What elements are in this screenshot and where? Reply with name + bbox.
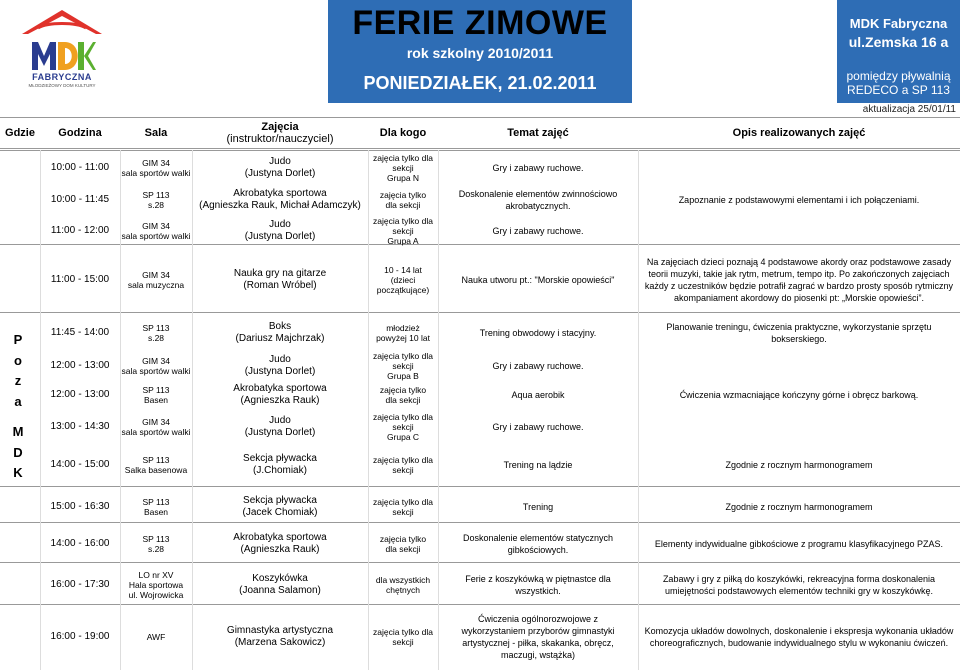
- side-letter: M: [12, 424, 24, 439]
- row-time: [40, 444, 120, 486]
- logo-name: FABRYCZNA: [32, 72, 92, 82]
- kogo-line: młodzież: [386, 323, 420, 333]
- kogo-line: początkujące): [376, 285, 430, 295]
- row-divider: [0, 486, 960, 487]
- row-zajecia: [192, 352, 368, 380]
- row-opis: [644, 352, 954, 380]
- sala-line: Basen: [143, 507, 169, 517]
- zajecia-instructor: (Justyna Dorlet): [244, 427, 316, 438]
- kogo-line: sekcji: [392, 422, 414, 432]
- sala-line: Salka basenowa: [124, 465, 188, 475]
- time-value: 12:00 - 13:00: [50, 360, 110, 371]
- row-opis: [644, 410, 954, 444]
- column-divider: [438, 150, 439, 670]
- sala-line: ul. Wojrowicka: [128, 590, 184, 600]
- row-time: [40, 410, 120, 444]
- kogo-line: Grupa B: [387, 371, 419, 381]
- row-sala: [120, 246, 192, 314]
- kogo-line: dla wszystkich: [375, 575, 431, 585]
- row-temat: [448, 606, 628, 668]
- col-zajecia: [192, 118, 368, 148]
- row-opis: [644, 184, 954, 216]
- row-sala: [120, 152, 192, 184]
- row-dla-kogo: [368, 444, 438, 486]
- zajecia-instructor: (J.Chomiak): [253, 465, 307, 476]
- sala-line: sala muzyczna: [127, 280, 185, 290]
- row-zajecia: [192, 606, 368, 668]
- temat-text: Trening na lądzie: [503, 460, 573, 470]
- row-opis: [644, 606, 954, 668]
- row-temat: [448, 564, 628, 606]
- sala-line: GIM 34: [142, 417, 170, 427]
- row-sala: [120, 380, 192, 410]
- row-zajecia: [192, 152, 368, 184]
- row-sala: [120, 352, 192, 380]
- row-sala: [120, 488, 192, 526]
- col-godzina: Godzina: [58, 127, 102, 139]
- kogo-line: Grupa C: [386, 432, 420, 442]
- time-value: 14:00 - 16:00: [50, 538, 110, 549]
- row-zajecia: [192, 314, 368, 352]
- opis-text: Ćwiczenia wzmacniające kończyny górne i obręcz barkową.: [679, 390, 919, 400]
- zajecia-instructor: (Justyna Dorlet): [244, 231, 316, 242]
- kogo-line: sekcji: [392, 465, 414, 475]
- zajecia-instructor: (Justyna Dorlet): [244, 168, 316, 179]
- row-sala: [120, 606, 192, 668]
- location-line-1: pomiędzy pływalnią: [846, 69, 951, 83]
- kogo-line: sekcji: [392, 163, 414, 173]
- row-temat: [448, 314, 628, 352]
- row-time: [40, 606, 120, 668]
- time-value: 11:45 - 14:00: [50, 327, 110, 338]
- sala-line: GIM 34: [142, 221, 170, 231]
- kogo-line: 10 - 14 lat: [384, 265, 422, 275]
- temat-text: Gry i zabawy ruchowe.: [492, 226, 584, 236]
- opis-text: Zgodnie z rocznym harmonogramem: [725, 460, 873, 470]
- column-divider: [368, 150, 369, 670]
- zajecia-name: Sekcja pływacka: [243, 495, 317, 506]
- row-time: [40, 152, 120, 184]
- mdk-logo: [18, 8, 106, 88]
- row-zajecia: [192, 184, 368, 216]
- time-value: 15:00 - 16:30: [50, 501, 110, 512]
- col-temat: Temat zajęć: [507, 127, 569, 139]
- zajecia-name: Akrobatyka sportowa: [233, 188, 327, 199]
- time-value: 13:00 - 14:30: [50, 421, 110, 432]
- row-dla-kogo: [368, 352, 438, 380]
- row-zajecia: [192, 488, 368, 526]
- row-opis: [644, 564, 954, 606]
- org-address: ul.Zemska 16 a: [848, 34, 949, 50]
- row-divider: [0, 150, 960, 151]
- sala-line: sala sportów walki: [121, 231, 191, 241]
- kogo-line: powyżej 10 lat: [376, 333, 430, 343]
- row-dla-kogo: [368, 410, 438, 444]
- row-time: [40, 524, 120, 564]
- kogo-line: sekcji: [392, 637, 414, 647]
- location-line-2: REDECO a SP 113: [847, 83, 950, 97]
- zajecia-instructor: (Justyna Dorlet): [244, 366, 316, 377]
- kogo-line: zajęcia tylko dla: [372, 455, 433, 465]
- col-opis: Opis realizowanych zajęć: [732, 127, 866, 139]
- side-letter: P: [13, 332, 23, 347]
- kogo-line: dla sekcji: [385, 544, 421, 554]
- kogo-line: zajęcia tylko: [379, 190, 427, 200]
- sala-line: GIM 34: [142, 158, 170, 168]
- kogo-line: zajęcia tylko dla: [372, 497, 433, 507]
- row-opis: [644, 246, 954, 314]
- row-opis: [644, 314, 954, 352]
- zajecia-instructor: (Roman Wróbel): [243, 280, 317, 291]
- kogo-line: chętnych: [385, 585, 421, 595]
- row-time: [40, 314, 120, 352]
- row-sala: [120, 314, 192, 352]
- zajecia-instructor: (Marzena Sakowicz): [234, 637, 326, 648]
- opis-text: Na zajęciach dzieci poznają 4 podstawowe akordy oraz podstawowe zasady teorii muzyki, takie jak rytm, metrum, tempo itp. Po zakończonych zajęciach każdy z uczestników będzie potrafił zagrać w bardzo prosty sposób rytmiczny akompaniament akordowy do piosenki pt: „Morskie opowieści”.: [644, 257, 954, 303]
- row-time: [40, 246, 120, 314]
- kogo-line: zajęcia tylko dla: [372, 153, 433, 163]
- kogo-line: sekcji: [392, 507, 414, 517]
- row-sala: [120, 444, 192, 486]
- kogo-line: zajęcia tylko: [379, 534, 427, 544]
- kogo-line: dla sekcji: [385, 200, 421, 210]
- zajecia-name: Koszykówka: [252, 573, 308, 584]
- row-temat: [448, 380, 628, 410]
- zajecia-name: Judo: [269, 415, 291, 426]
- kogo-line: sekcji: [392, 361, 414, 371]
- kogo-line: dla sekcji: [385, 395, 421, 405]
- row-opis: [644, 216, 954, 246]
- kogo-line: zajęcia tylko: [379, 385, 427, 395]
- side-spacer: [10, 412, 26, 422]
- org-name: MDK Fabryczna: [849, 16, 948, 31]
- school-year: rok szkolny 2010/2011: [406, 45, 554, 61]
- col-dla-kogo: Dla kogo: [379, 127, 427, 139]
- col-zajecia-label: Zajęcia: [261, 121, 299, 133]
- col-gdzie: Gdzie: [5, 127, 35, 139]
- temat-text: Gry i zabawy ruchowe.: [492, 422, 584, 432]
- row-temat: [448, 410, 628, 444]
- zajecia-name: Sekcja pływacka: [243, 453, 317, 464]
- side-label-poza-mdk: [10, 330, 26, 484]
- kogo-line: Grupa A: [387, 236, 419, 246]
- sala-line: s.28: [147, 333, 165, 343]
- sala-line: SP 113: [142, 323, 170, 333]
- temat-text: Doskonalenie elementów statycznych gibkościowych.: [462, 533, 614, 555]
- column-divider: [638, 150, 639, 670]
- side-letter: z: [14, 373, 22, 388]
- row-opis: [644, 444, 954, 486]
- temat-text: Trening: [522, 502, 554, 512]
- sala-line: Hala sportowa: [128, 580, 184, 590]
- row-zajecia: [192, 216, 368, 246]
- opis-text: Zabawy i gry z piłką do koszykówki, rekreacyjna forma doskonalenia umiejętności podstawowych elementów techniki gry w koszykówkę.: [662, 574, 936, 596]
- row-dla-kogo: [368, 184, 438, 216]
- row-dla-kogo: [368, 152, 438, 184]
- sala-line: sala sportów walki: [121, 168, 191, 178]
- row-dla-kogo: [368, 606, 438, 668]
- temat-text: Gry i zabawy ruchowe.: [492, 361, 584, 371]
- sala-line: SP 113: [142, 534, 170, 544]
- row-dla-kogo: [368, 564, 438, 606]
- row-dla-kogo: [368, 380, 438, 410]
- zajecia-name: Judo: [269, 156, 291, 167]
- row-temat: [448, 352, 628, 380]
- row-temat: [448, 444, 628, 486]
- row-dla-kogo: [368, 246, 438, 314]
- row-opis: [644, 152, 954, 184]
- kogo-line: zajęcia tylko dla: [372, 216, 433, 226]
- row-dla-kogo: [368, 488, 438, 526]
- time-value: 11:00 - 15:00: [50, 274, 110, 285]
- opis-text: Planowanie treningu, ćwiczenia praktyczne, wykorzystanie sprzętu bokserskiego.: [666, 322, 932, 344]
- house-roof-icon: [18, 8, 106, 38]
- time-value: 10:00 - 11:00: [50, 162, 110, 173]
- temat-text: Ćwiczenia ogólnorozwojowe z wykorzystaniem przyborów gimnastyki artystycznej - piłka, skakanka, obręcz, maczugi, wstążka): [461, 614, 615, 660]
- time-value: 10:00 - 11:45: [50, 194, 110, 205]
- row-time: [40, 184, 120, 216]
- temat-text: Ferie z koszykówką w piętnastce dla wszystkich.: [465, 574, 611, 596]
- sala-line: s.28: [147, 544, 165, 554]
- sala-line: s.28: [147, 200, 165, 210]
- row-time: [40, 488, 120, 526]
- kogo-line: (dzieci: [390, 275, 416, 285]
- side-letter: o: [14, 352, 22, 368]
- column-divider: [120, 150, 121, 670]
- time-value: 14:00 - 15:00: [50, 459, 110, 470]
- column-divider: [40, 150, 41, 670]
- zajecia-name: Nauka gry na gitarze: [233, 268, 327, 279]
- side-letter: K: [13, 465, 23, 480]
- row-temat: [448, 488, 628, 526]
- col-sala: Sala: [144, 127, 168, 139]
- zajecia-instructor: (Agnieszka Rauk): [240, 395, 320, 406]
- zajecia-instructor: (Agnieszka Rauk): [240, 544, 320, 555]
- row-sala: [120, 524, 192, 564]
- sala-line: LO nr XV: [138, 570, 174, 580]
- time-value: 11:00 - 12:00: [50, 225, 110, 236]
- zajecia-instructor: (Agnieszka Rauk, Michał Adamczyk): [199, 200, 361, 211]
- row-zajecia: [192, 410, 368, 444]
- kogo-line: sekcji: [392, 226, 414, 236]
- col-zajecia-sub: (instruktor/nauczyciel): [226, 133, 334, 145]
- time-value: 16:00 - 17:30: [50, 579, 110, 590]
- sala-line: SP 113: [142, 385, 170, 395]
- row-time: [40, 380, 120, 410]
- opis-text: Zapoznanie z podstawowymi elementami i ich połączeniami.: [678, 195, 920, 205]
- mdk-letters-icon: [30, 38, 96, 72]
- row-temat: [448, 216, 628, 246]
- row-zajecia: [192, 564, 368, 606]
- row-time: [40, 352, 120, 380]
- sala-line: Basen: [143, 395, 169, 405]
- day-label: PONIEDZIAŁEK, 21.02.2011: [363, 73, 597, 93]
- row-opis: [644, 488, 954, 526]
- row-zajecia: [192, 444, 368, 486]
- zajecia-instructor: (Joanna Salamon): [239, 585, 321, 596]
- zajecia-name: Judo: [269, 219, 291, 230]
- kogo-line: Grupa N: [386, 173, 420, 183]
- page-title: FERIE ZIMOWE: [352, 4, 608, 42]
- side-letter: D: [13, 444, 23, 460]
- column-divider: [192, 150, 193, 670]
- opis-text: Elementy indywidualne gibkościowe z programu klasyfikacyjnego PZAS.: [654, 539, 944, 549]
- row-temat: [448, 524, 628, 564]
- opis-text: Komozycja układów dowolnych, doskonalenie i ekspresja wykonania układów choreograficznych, budowanie indywidualnego stylu w wykonaniu ćwiczeń.: [644, 626, 954, 648]
- table-header: [0, 117, 960, 149]
- temat-text: Doskonalenie elementów zwinnościowo akrobatycznych.: [458, 189, 618, 211]
- zajecia-name: Akrobatyka sportowa: [233, 383, 327, 394]
- logo-subtitle: MŁODZIEŻOWY DOM KULTURY: [28, 83, 96, 88]
- sala-line: GIM 34: [142, 270, 170, 280]
- row-sala: [120, 564, 192, 606]
- row-dla-kogo: [368, 314, 438, 352]
- zajecia-name: Judo: [269, 354, 291, 365]
- update-date: aktualizacja 25/01/11: [862, 104, 956, 115]
- temat-text: Trening obwodowy i stacyjny.: [479, 328, 597, 338]
- side-letter: a: [14, 393, 22, 409]
- row-temat: [448, 184, 628, 216]
- temat-text: Nauka utworu pt.: "Morskie opowieści": [461, 275, 615, 285]
- zajecia-instructor: (Jacek Chomiak): [242, 507, 318, 518]
- sala-line: sala sportów walki: [121, 427, 191, 437]
- row-temat: [448, 246, 628, 314]
- zajecia-name: Akrobatyka sportowa: [233, 532, 327, 543]
- opis-text: Zgodnie z rocznym harmonogramem: [725, 502, 873, 512]
- sala-line: GIM 34: [142, 356, 170, 366]
- row-sala: [120, 410, 192, 444]
- row-opis: [644, 380, 954, 410]
- row-zajecia: [192, 246, 368, 314]
- row-dla-kogo: [368, 524, 438, 564]
- row-temat: [448, 152, 628, 184]
- time-value: 12:00 - 13:00: [50, 389, 110, 400]
- sala-line: SP 113: [142, 455, 170, 465]
- row-sala: [120, 184, 192, 216]
- row-dla-kogo: [368, 216, 438, 246]
- row-zajecia: [192, 380, 368, 410]
- zajecia-name: Boks: [268, 321, 292, 332]
- time-value: 16:00 - 19:00: [50, 631, 110, 642]
- kogo-line: zajęcia tylko dla: [372, 351, 433, 361]
- row-zajecia: [192, 524, 368, 564]
- row-sala: [120, 216, 192, 246]
- row-opis: [644, 524, 954, 564]
- zajecia-instructor: (Dariusz Majchrzak): [235, 333, 325, 344]
- kogo-line: zajęcia tylko dla: [372, 412, 433, 422]
- temat-text: Aqua aerobik: [511, 390, 565, 400]
- sala-line: sala sportów walki: [121, 366, 191, 376]
- sala-line: SP 113: [142, 190, 170, 200]
- row-time: [40, 564, 120, 606]
- temat-text: Gry i zabawy ruchowe.: [492, 163, 584, 173]
- sala-line: SP 113: [142, 497, 170, 507]
- kogo-line: zajęcia tylko dla: [372, 627, 433, 637]
- sala-line: AWF: [146, 632, 166, 642]
- zajecia-name: Gimnastyka artystyczna: [226, 625, 334, 636]
- row-time: [40, 216, 120, 246]
